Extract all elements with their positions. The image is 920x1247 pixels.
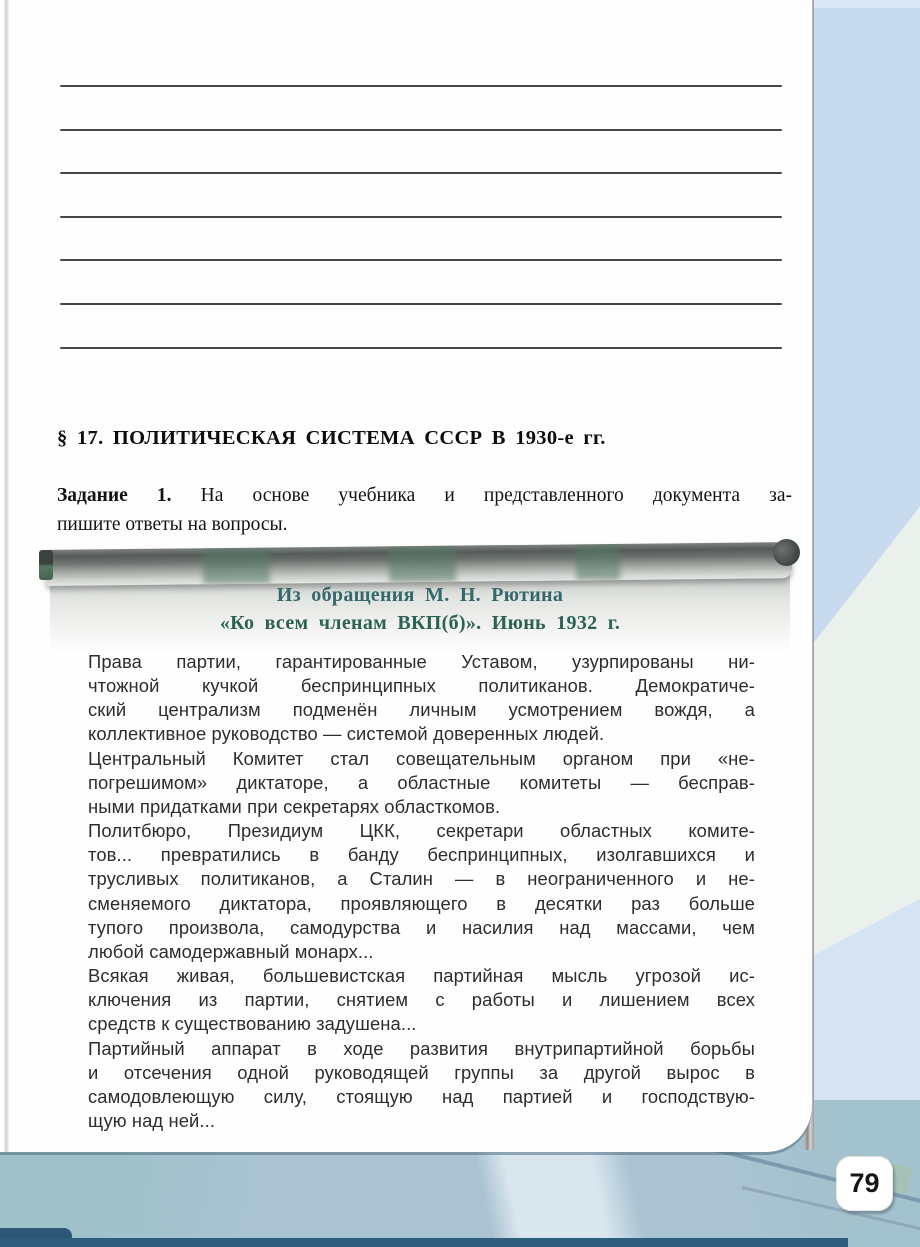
bottom-dark-strip xyxy=(0,1238,848,1247)
scroll-roll-right-tip xyxy=(773,539,800,566)
task-text: На основе учебника и представленного документа за- xyxy=(200,485,792,506)
document-title-line2: «Ко всем членам ВКП(б)». Июнь 1932 г. xyxy=(219,612,621,634)
document-body-line: Права партии, гарантированные Уставом, узурпированы ни- xyxy=(88,651,755,672)
document-scroll xyxy=(44,544,796,660)
document-body-line: тов... превратились в банду беспринципных, изолгавшихся и xyxy=(88,844,755,866)
document-body-line: щую над ней... xyxy=(88,1109,216,1131)
ruled-line xyxy=(60,303,782,305)
scroll-green-streak xyxy=(202,548,269,585)
document-body-line: ский централизм подменён личным усмотрением вождя, а xyxy=(88,699,755,721)
ruled-line xyxy=(60,347,782,349)
document-body-line: коллективное руководство — системой доверенных людей. xyxy=(88,723,605,745)
document-body-line: Всякая живая, большевистская партийная мысль угрозой ис- xyxy=(88,965,755,987)
document-body-line: ключения из партии, снятием с работы и лишением всех xyxy=(88,989,755,1011)
document-title-line1: Из обращения М. Н. Рютина xyxy=(276,584,564,606)
task-label: Задание 1. xyxy=(57,485,172,506)
document-body-line: Политбюро, Президиум ЦКК, секретари областных комите- xyxy=(88,820,755,842)
document-body xyxy=(88,650,755,1133)
document-body-line: тупого произвола, самодурства и насилия над массами, чем xyxy=(88,916,755,938)
task-line-2: пишите ответы на вопросы. xyxy=(57,514,288,535)
document-body-line: самодовлеющую силу, стоящую над партией и господствую- xyxy=(88,1085,755,1107)
ruled-line xyxy=(60,172,782,174)
ruled-line xyxy=(60,216,782,218)
ruled-line xyxy=(60,85,782,87)
document-body-line: трусливых политиканов, а Сталин — в неограниченного и не- xyxy=(88,868,755,890)
section-header: § 17. ПОЛИТИЧЕСКАЯ СИСТЕМА СССР В 1930-е гг. xyxy=(57,427,606,449)
document-body-line: чтожной кучкой беспринципных политиканов. Демократиче- xyxy=(88,675,755,697)
document-body-line: любой самодержавный монарх... xyxy=(88,940,374,962)
task-paragraph xyxy=(57,481,792,539)
document-body-line: Центральный Комитет стал совещательным органом при «не- xyxy=(88,747,755,769)
ruled-line xyxy=(60,259,782,261)
band-top-strip xyxy=(812,0,920,8)
scroll-green-streak xyxy=(389,546,456,583)
right-decor-band xyxy=(812,0,920,1152)
document-body-line: сменяемого диктатора, проявляющего в десятки раз больше xyxy=(88,892,755,914)
document-body-line: средств к существованию задушена... xyxy=(88,1013,417,1035)
scan-left-edge xyxy=(4,0,9,1152)
document-body-line: ными придатками при секретарях областкомов. xyxy=(88,795,501,817)
document-body-line: погрешимом» диктаторе, а областные комитеты — бесправ- xyxy=(88,771,755,793)
scroll-green-streak xyxy=(575,544,620,580)
document-body-line: и отсечения одной руководящей группы за другой вырос в xyxy=(88,1061,755,1083)
page-number-badge: 79 xyxy=(836,1156,893,1211)
task-line-1 xyxy=(57,481,792,510)
ruled-line xyxy=(60,129,782,131)
scroll-roll-left-cap xyxy=(39,550,53,580)
document-body-line: Партийный аппарат в ходе развития внутрипартийной борьбы xyxy=(88,1037,755,1059)
